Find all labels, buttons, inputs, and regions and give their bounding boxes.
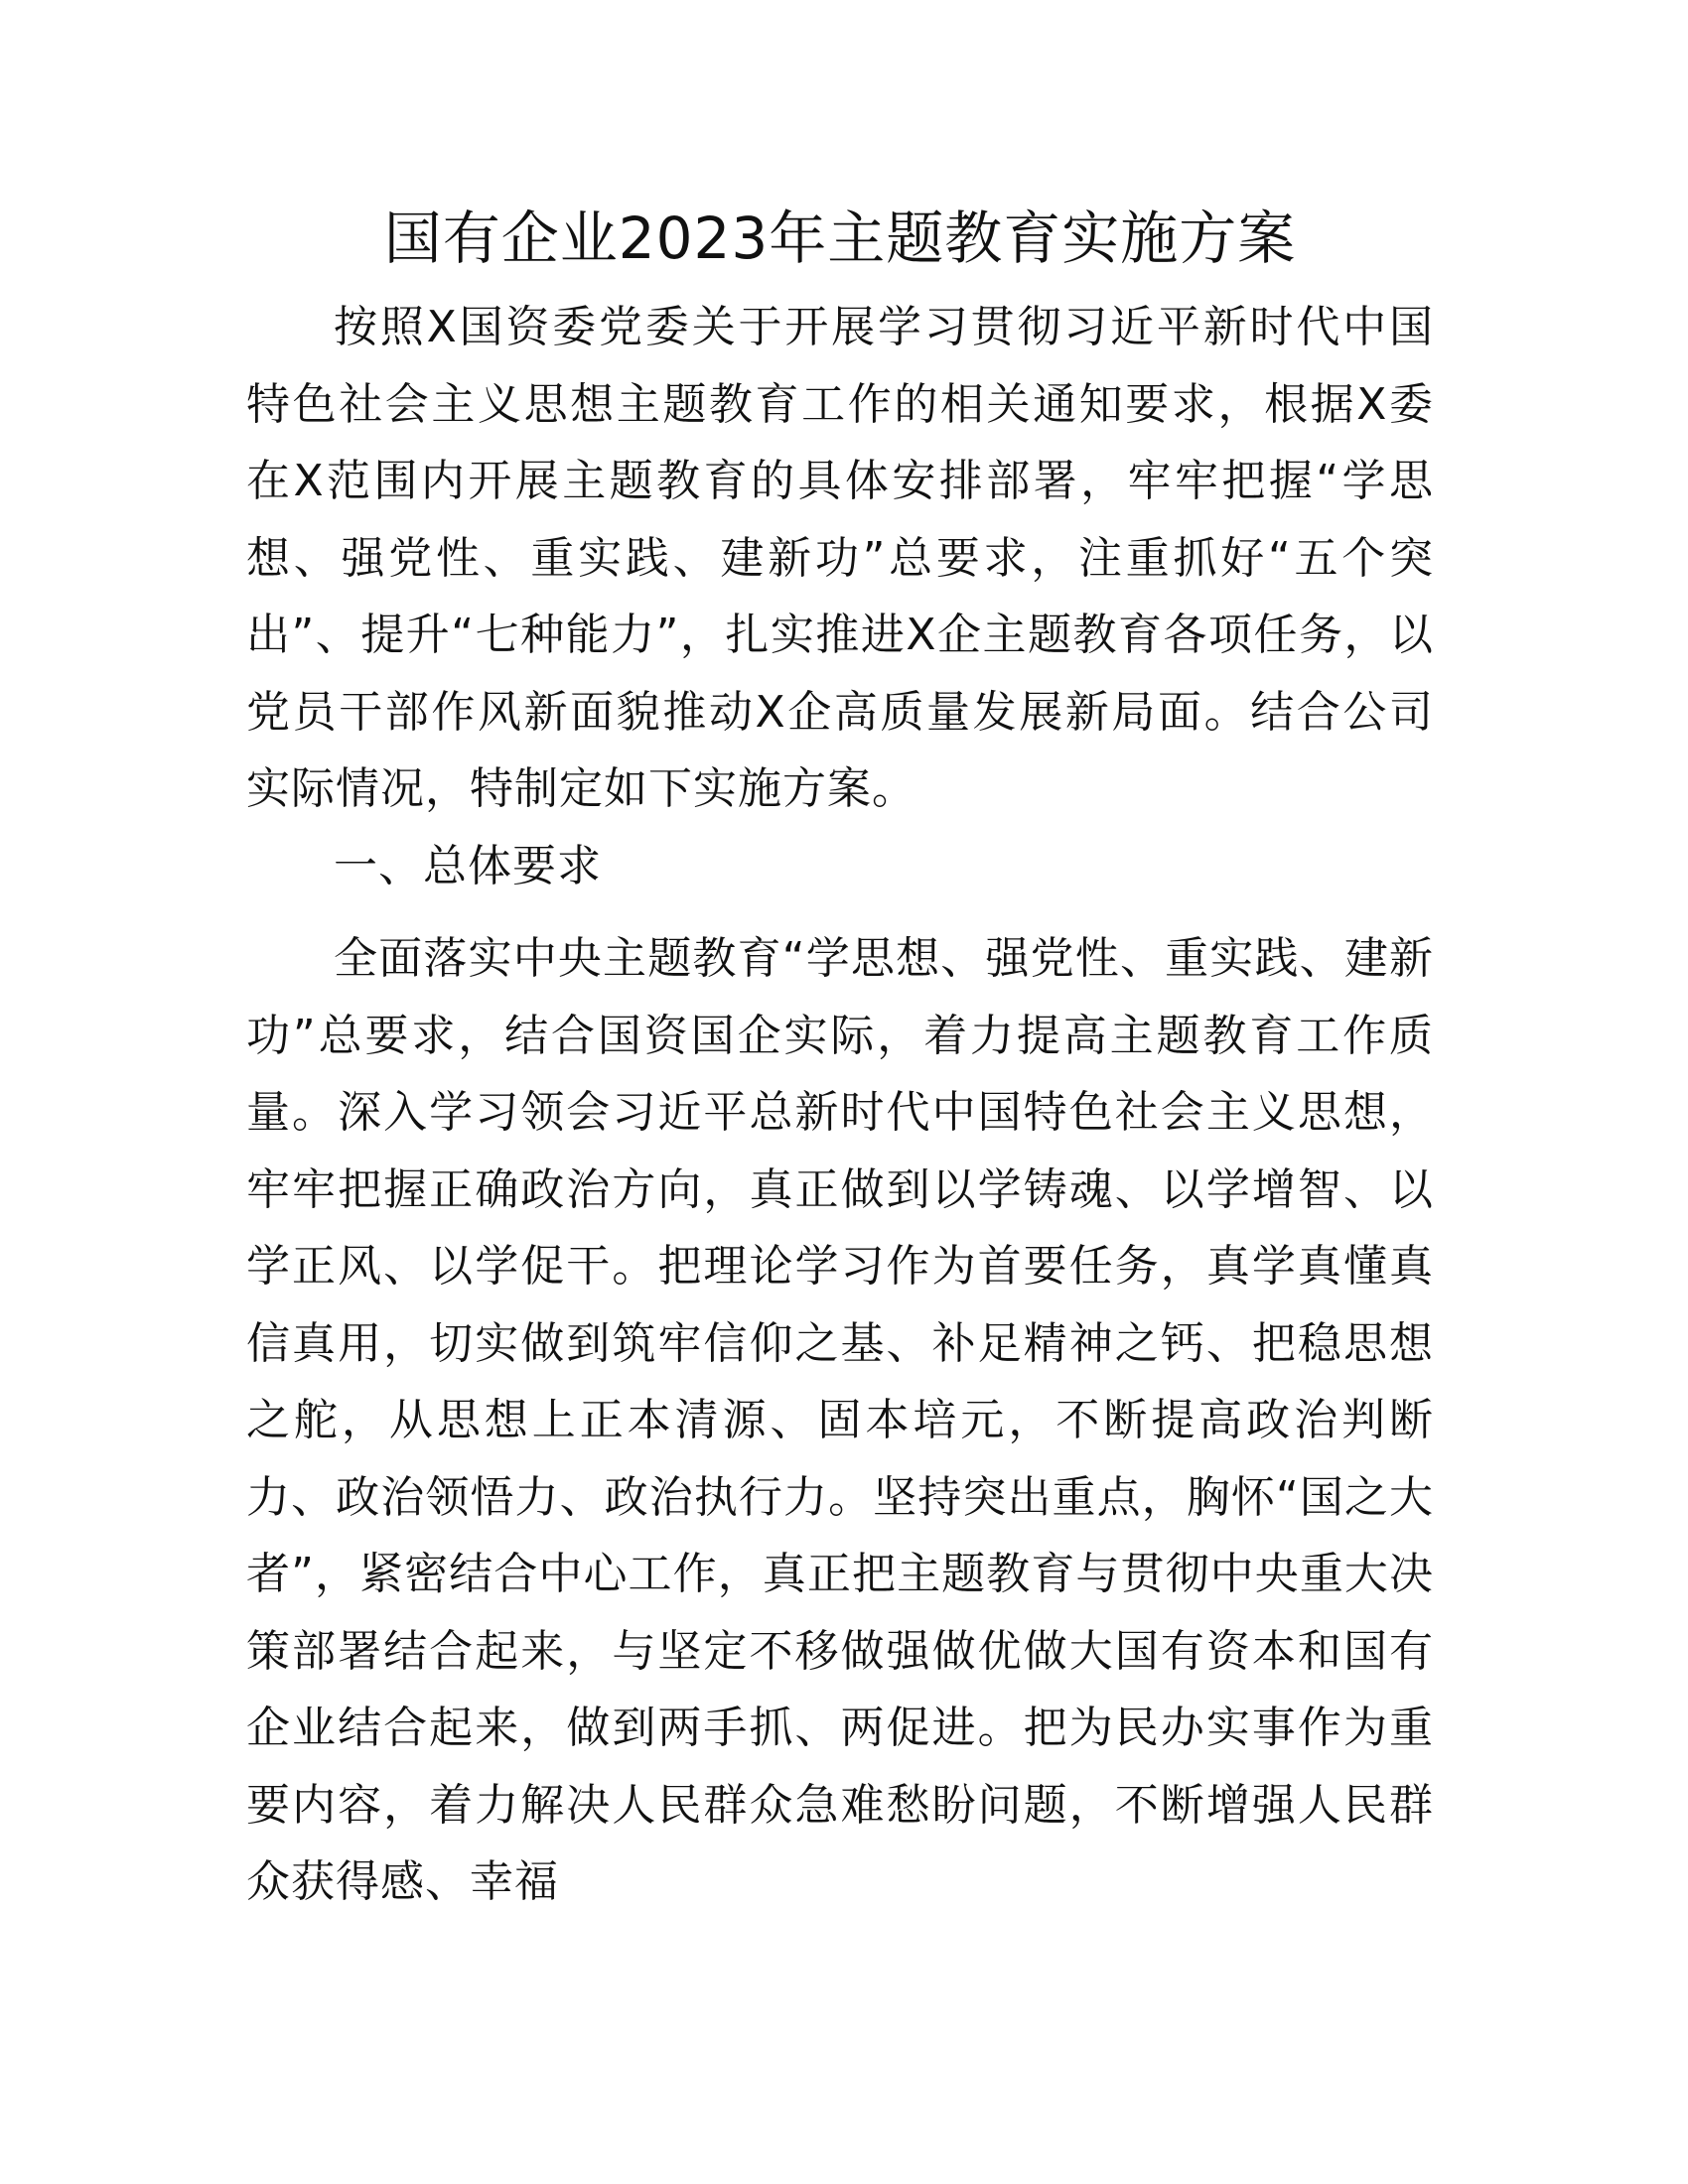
section-heading: 一、总体要求	[334, 840, 602, 891]
section-body-paragraph: 全面落实中央主题教育“学思想、强党性、重实践、建新功”总要求，结合国资国企实际，着力提高主题教育工作质量。深入学习领会习近平总新时代中国特色社会主义思想，牢牢把握正确政治方向，真正做到以学铸魂、以学增智、以学正风、以学促干。把理论学习作为首要任务，真学真懂真信真用，切实做到筑牢信仰之基、补足精神之钙、把稳思想之舵，从思想上正本清源、固本培元，不断提高政治判断力、政治领悟力、政治执行力。坚持突出重点，胸怀“国之大者”，紧密结合中心工作，真正把主题教育与贯彻中央重大决策部署结合起来，与坚定不移做强做优做大国有资本和国有企业结合起来，做到两手抓、两促进。把为民办实事作为重要内容，着力解决人民群众急难愁盼问题，不断增强人民群众获得感、幸福	[246, 933, 1434, 1907]
document-page	[246, 194, 1434, 1921]
document-title: 国有企业2023年主题教育实施方案	[383, 205, 1297, 272]
intro-paragraph: 按照X国资委党委关于开展学习贯彻习近平新时代中国特色社会主义思想主题教育工作的相关通知要求，根据X委在X范围内开展主题教育的具体安排部署，牢牢把握“学思想、强党性、重实践、建新功”总要求，注重抓好“五个突出”、提升“七种能力”，扎实推进X企主题教育各项任务，以党员干部作风新面貌推动X企高质量发展新局面。结合公司实际情况，特制定如下实施方案。	[246, 302, 1434, 814]
